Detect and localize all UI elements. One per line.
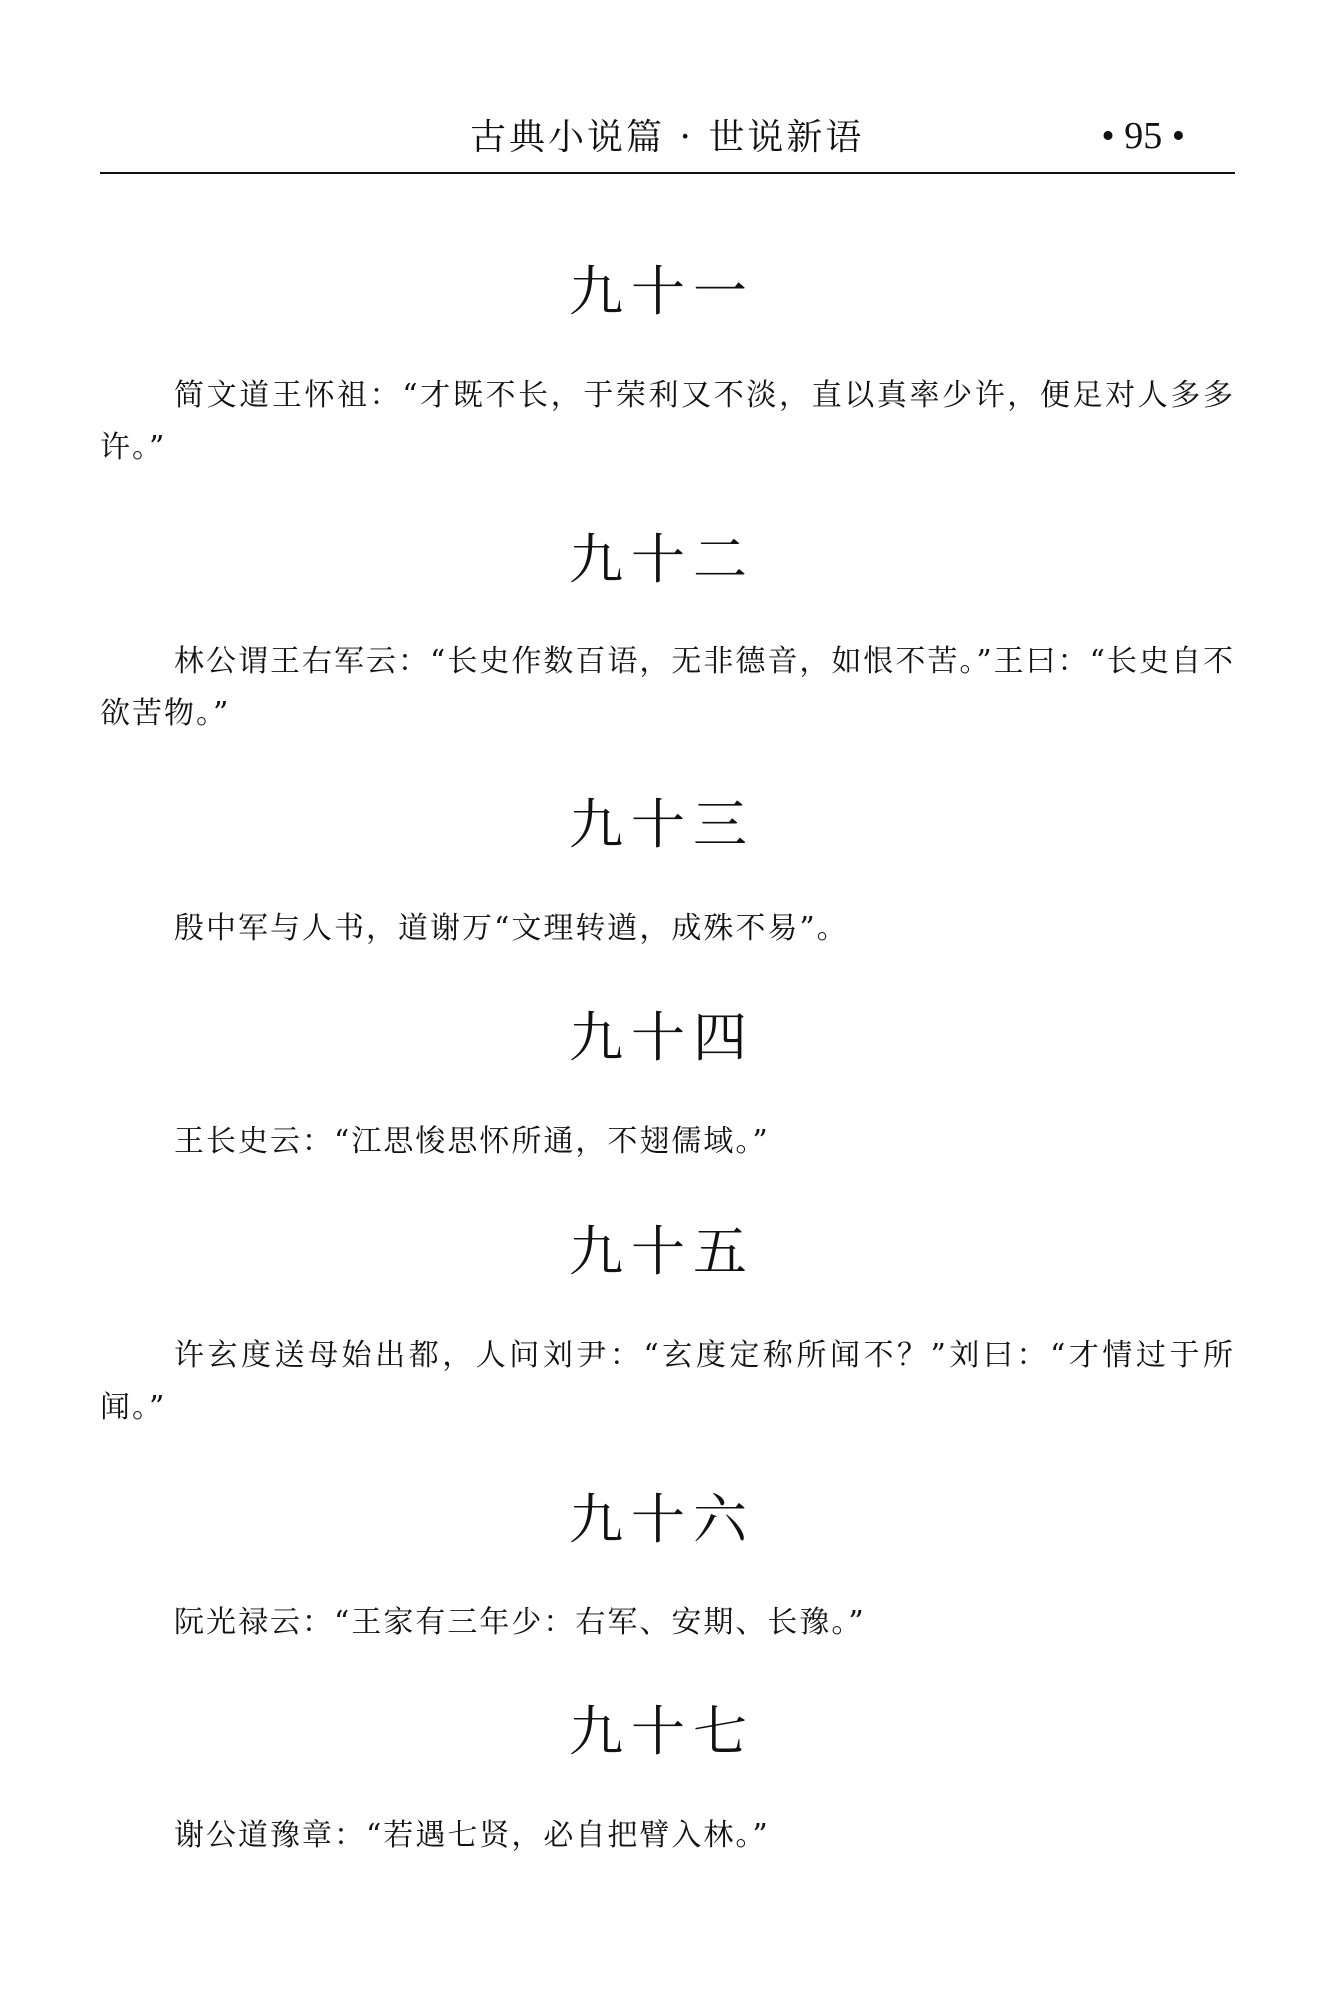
entry-text-97: 谢公道豫章：“若遇七贤，必自把臂入林。” — [174, 1818, 770, 1853]
page-number: • 95 • — [1101, 115, 1185, 157]
entry-text-94: 王长史云：“江思悛思怀所通，不翅儒域。” — [174, 1124, 770, 1159]
entry-heading-96: 九十六 — [569, 1488, 755, 1551]
entry-heading-93: 九十三 — [569, 793, 755, 856]
entry-heading-92: 九十二 — [569, 528, 755, 591]
entry-text-93: 殷中军与人书，道谢万“文理转遒，成殊不易”。 — [174, 911, 849, 946]
book-title: 古典小说篇 · 世说新语 — [470, 117, 865, 158]
entry-heading-95: 九十五 — [569, 1220, 755, 1283]
entry-text-91: 简文道王怀祖：“才既不长，于荣利又不淡，直以真率少许，便足对人多多许。” — [100, 378, 1235, 465]
entry-text-95: 许玄度送母始出都，人问刘尹：“玄度定称所闻不？”刘曰：“才情过于所闻。” — [100, 1338, 1235, 1425]
entry-text-92: 林公谓王右军云：“长史作数百语，无非德音，如恨不苦。”王曰：“长史自不欲苦物。” — [100, 644, 1236, 731]
entry-text-96: 阮光禄云：“王家有三年少：右军、安期、长豫。” — [174, 1605, 866, 1640]
entry-heading-97: 九十七 — [569, 1700, 755, 1763]
running-header — [100, 100, 1235, 174]
entry-heading-91: 九十一 — [569, 260, 755, 323]
entry-heading-94: 九十四 — [569, 1006, 755, 1069]
